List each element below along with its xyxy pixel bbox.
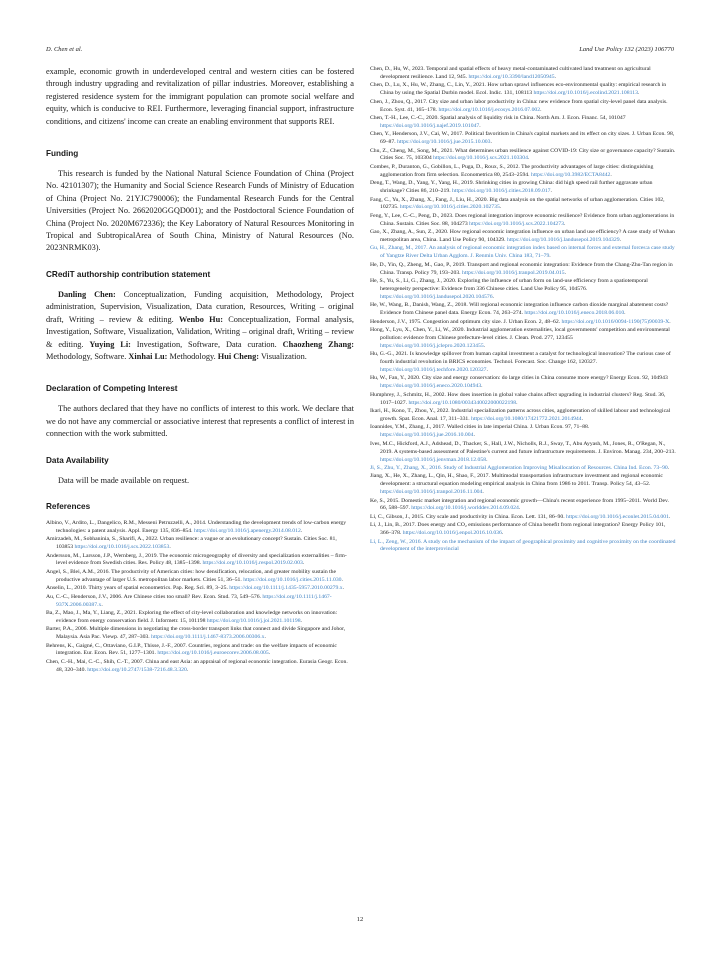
reference-entry [370,197,676,213]
reference-end: . [563,220,566,227]
reference-text: Amirzadeh, M., Sobhaninia, S., Sharifi, A., 2022. Urban resilience: a vague or an evolutionary concept? Sustain. Cities Soc. 81, 103853 [46,536,337,551]
reference-entry [46,553,354,569]
reference-end: . [669,318,671,325]
reference-text: Ba, Z., Mao, J., Ma, Y., Liang, Z., 2021. Exploring the effect of city-level collaboration and knowledge networks on innovation: evidence from energy conservation field. J. Informetr. 15, 101198 [46,609,338,624]
credit-author-name: Xinhai Lu: [128,351,168,361]
reference-end: . [518,505,521,512]
reference-end: . [554,73,557,80]
reference-text: Andersson, M., Larsson, J.P., Wernberg, J., 2019. The economic microgeography of diversity and specialization externalities – firm-level evidence from Swedish cities. Res. Policy 48, 1385–1398. [46,552,347,567]
reference-doi-link[interactable]: https://doi.org/10.1080/0034340022000022198 [408,399,517,406]
intro-paragraph: example, economic growth in underdeveloped central and western cities can be fostered through industry upgrading and revitalization of pillar industries. Moreover, establishing a registered residence system for the immigrant population can promote social welfare and equity, which is conducive to REI. Furthermore, leveraging financial support, infrastructure conditions, and citizens' income can create an enabling environment that supports REI. [46,67,354,126]
reference-end: . [501,530,504,537]
left-column [46,66,354,675]
reference-entry [370,319,676,327]
reference-doi-link[interactable]: https://doi.org/10.1016/j.eneco.2020.104943 [380,383,482,390]
reference-text: Feng, Y., Lee, C.-C., Peng, D., 2023. Does regional integration improve economic resilience? Evidence from urban agglomerations in China. Sustain. Cities Soc. 88, 104273 [370,212,675,227]
reference-end: . [540,106,542,113]
references-heading: References [46,501,91,511]
reference-doi-link[interactable]: https://doi.org/10.1111/j.1467-937X.2006.00387.x [56,593,332,608]
reference-end: . [492,293,494,300]
reference-doi-link[interactable]: Gu, H., Zhang, M., 2017. An analysis of regional economic integration index based on internal forces and external forces:a case study of Yangtze River Delta Urban Agglom. J. Renmin Univ. China 183, 71–79 [370,245,675,260]
credit-author-roles: Methodology, Software. [46,351,129,361]
reference-text: Angel, S., Blei, A.M., 2016. The productivity of American cities: how densification, relocation, and greater mobility sustain the productive advantage of larger U.S. metropolitan labor markets. Cities 51, 36–51. [46,568,337,583]
reference-doi-link[interactable]: https://doi.org/10.1016/j.landusepol.2020.104576 [380,293,493,300]
reference-end: . [479,122,481,129]
reference-entry [46,585,354,593]
reference-end: . [268,650,271,657]
reference-doi-link[interactable]: https://doi.org/10.1016/j.scs.2022.104273 [469,220,564,227]
credit-author-name: Chaozheng Zhang: [282,339,354,349]
reference-text: Deng, T., Wang, D., Yang, Y., Yang, H., 2019. Shrinking cities in growing China: did high speed rail further aggravate urban shrinkage? Cities 86, 210–219. [370,180,653,195]
reference-doi-link[interactable]: https://doi.org/10.1016/j.jenvman.2018.12.058 [380,456,487,463]
reference-doi-link[interactable]: https://doi.org/10.1111/j.1467-8373.2006.00306.x [151,634,265,641]
reference-doi-link[interactable]: https://doi.org/10.1111/j.1435-5957.2010.00279.x [229,585,343,592]
reference-text: Anselin, L., 2010. Thirty years of spatial econometrics. Pap. Reg. Sci. 89, 3–25. [46,585,230,592]
reference-doi-link[interactable]: https://doi.org/10.3390/land12050945 [468,73,555,80]
competing-interest-heading: Declaration of Competing Interest [46,384,178,394]
reference-entry [370,465,676,473]
reference-text: Behrens, K., Gaigné, C., Ottaviano, G.I.P., Thisse, J.-F., 2007. Countries, regions and trade: on the welfare impacts of economic integration. Eur. Econ. Rev. 51, 1277–1301. [46,642,337,657]
reference-doi-link[interactable]: https://doi.org/10.1016/j.worlddev.2014.09.024 [411,505,519,512]
funding-text: This research is funded by the National Natural Science Foundation of China (Project No. 42101307); the Humanity and Social Science Research Funds of Ministry of Education of China (Project No. 21YJC790006); the Fundamental Research Funds for the Central Universities (Project No. 2662020GGQD001); and the Postdoctoral Science Foundation of China (Project No. 2020M672336); the Key Laboratory of Natural Resources Monitoring in Tropical and SubtropicalArea of South China, Ministry of Natural Resources (No. 2023NRMK03). [46,169,354,253]
reference-end: . [486,367,488,374]
credit-statement [46,289,354,363]
reference-entry [370,278,676,302]
reference-entry [370,375,676,391]
funding-heading: Funding [46,149,79,159]
reference-text: He, D., Yin, Q., Zheng, M., Gao, P., 2019. Transport and regional economic integration: Evidence from the Chang-Zhu-Tan region in China. Transp. Policy 79, 193–203. [370,261,673,276]
reference-entry [46,520,354,536]
reference-entry [370,66,676,82]
credit-author-roles: Conceptualization, Funding acquisition, Methodology, Project administration, Supervision, Visualization, Data curation, Resources, Writing – original draft, Writing – review & editing. [46,289,354,324]
reference-entry [370,131,676,147]
credit-author-roles: Investigation, Software, Data curation. [130,339,283,349]
reference-entry [370,514,676,522]
reference-doi-link[interactable]: https://doi.org/10.1016/j.tranpol.2016.11.004 [380,489,483,496]
reference-end: . [483,342,486,349]
reference-entry [370,539,676,555]
reference-entry [370,441,676,465]
reference-end: . [637,90,640,97]
reference-text: Chen, J., Zhou, Q., 2017. City size and urban labor productivity in China: new evidence from spatial city-level panel data analysis. Econ. Syst. 41, 165–178. [370,98,668,113]
reference-doi-link[interactable]: https://doi.org/10.1016/j.cities.2020.102735 [399,204,500,211]
reference-end: . [473,432,475,439]
references-list-left [46,520,354,675]
reference-text: Gao, X., Zhang, A., Sun, Z., 2020. How regional economic integration influence on urban land use efficiency? A case study of Wuhan metropolitan area, China. Land Use Policy 90, 104329. [370,229,675,244]
reference-text: Fang, C., Yu, X., Zhang, X., Fang, J., Liu, H., 2020. Big data analysis on the spatial networks of urban agglomeration. Cities 102, 102735. [370,196,665,211]
reference-end: . [549,253,551,260]
reference-end: . [610,171,612,178]
reference-text: Chu, Z., Cheng, M., Song, M., 2021. What determines urban resilience against COVID-19: City size or governance capacity? Sustain. Cities Soc. 75, 103304 [370,147,676,162]
reference-end: . [668,513,671,520]
reference-entry [46,659,354,675]
credit-author-roles: Methodology. [167,351,218,361]
reference-text: Li, C., Gibson, J., 2015. City scale and productivity in China. Econ. Lett. 131, 86–90. [370,513,567,520]
reference-text: Chen, T.-H., Lee, C.-C., 2020. Spatial analysis of liquidity risk in China. North Am. J. Econ. Financ. 54, 101047 [370,114,626,121]
reference-doi-link[interactable]: Ji, S., Zhu, Y., Zhang, X., 2016. Study of Industrial Agglomeration Improving Misallocation of Resources. China Ind. Econ. 73–90 [370,464,668,471]
reference-doi-link[interactable]: https://doi.org/10.1016/j.econlet.2015.04.001 [566,513,669,520]
reference-text: He, W., Wang, B., Danish, Wang, Z., 2018. Will regional economic integration influence carbon dioxide marginal abatement costs? Evidence from Chinese panel data. Energy Econ. 74, 263–274. [370,302,669,317]
reference-text: Ke, S., 2015. Domestic market integration and regional economic growth—China's recent experience from 1995–2011. World Dev. 66, 588–597. [370,497,669,512]
reference-end: . [101,601,103,608]
reference-doi-link[interactable]: https://doi.org/10.1080/17421772.2021.2014944 [471,415,582,422]
reference-end: . [527,155,530,162]
reference-doi-link[interactable]: https://doi.org/10.2747/1538-7216.48.3.320 [87,666,187,673]
reference-end: . [341,576,343,583]
credit-heading: CRediT authorship contribution statement [46,269,211,279]
reference-entry [370,213,676,229]
reference-text: Ioannides, Y.M., Zhang, J., 2017. Walled cities in late imperial China. J. Urban Econ. 97, 71–88. [370,424,590,431]
reference-doi-link[interactable]: https://doi.org/10.1016/j.tranpol.2019.04.015 [462,269,565,276]
reference-doi-link[interactable]: https://doi.org/10.1016/j.ecolind.2021.108113 [533,90,638,97]
data-availability-heading: Data Availability [46,455,109,465]
reference-entry [370,327,676,351]
reference-entry [370,262,676,278]
reference-text: Chen, D., Hu, W., 2023. Temporal and spatial effects of heavy metal-contaminated cultivated land treatment on agricultural development resilience. Land 12, 945. [370,66,651,80]
reference-doi-link[interactable]: https://doi.org/10.1016/j.landusepol.2019.104329 [507,237,620,244]
reference-end: . [550,188,552,195]
reference-entry [370,408,676,424]
reference-text: Barter, P.A., 2006. Multiple dimensions in negotiating the cross-border transport links that connect and divide Singapore and Johor, Malaysia. Asia Pac. Viewp. 47, 287–303. [46,626,346,641]
reference-doi-link[interactable]: https://doi.org/10.1016/j.cities.2018.09.017 [452,188,551,195]
reference-doi-link[interactable]: Li, L., Zeng, W., 2016. A study on the mechanism of the impact of geographical proximity and cognitive proximity on the coordinated development of the interprovincial [370,538,676,553]
reference-end: . [624,310,626,317]
reference-text: Chen, D., Lu, X., Hu, W., Zhang, C., Lin, Y., 2021. How urban sprawl influences eco-environmental quality: empirical research in China by using the Spatial Durbin model. Ecol. Indic. 131, 108113 [370,82,667,97]
reference-end: . [300,527,303,534]
right-column [370,66,676,555]
reference-entry [370,229,676,245]
reference-doi-link[interactable]: https://doi.org/10.1016/j.ecosys.2016.07.002 [438,106,541,113]
reference-doi-link[interactable]: https://doi.org/10.1016/j.enpol.2016.10.036 [402,530,502,537]
reference-text: Chen, C.-H., Mai, C.-C., Shih, C.-T., 2007. China and east Asia: an appraisal of regional economic integration. Eurasia Geogr. Econ. 48, 320–340. [46,658,348,673]
reference-entry [370,82,676,98]
reference-entry [370,498,676,514]
reference-doi-link[interactable]: https://doi.org/10.1016/j.najef.2019.101047 [380,122,480,129]
reference-doi-link[interactable]: https://doi.org/10.1016/j.scs.2021.103304 [433,155,528,162]
reference-doi-link[interactable]: https://doi.org/10.1016/j.eneco.2018.06.010 [524,310,625,317]
reference-doi-link[interactable]: https://doi.org/10.1016/j.jclepro.2020.123455 [380,342,484,349]
running-header-authors: D. Chen et al. [46,46,83,53]
reference-end: . [186,666,189,673]
reference-doi-link[interactable]: https://doi.org/10.1016/j.euroecorev.2006.08.005 [157,650,269,657]
reference-text: Hu, G.-G., 2021. Is knowledge spillover from human capital investment a catalyst for technological innovation? The curious case of fourth industrial revolution in BRICS economies. Technol. Forecast. Soc. Change 162, 120327. [370,351,671,366]
reference-end: . [619,237,621,244]
reference-entry [370,392,676,408]
data-availability-text: Data will be made available on request. [58,475,190,485]
reference-end: . [490,139,492,146]
reference-text: Henderson, J.V., 1975. Congestion and optimum city size. J. Urban Econ. 2, 48–62. [370,318,562,325]
reference-entry [46,610,354,626]
reference-end: . [302,560,305,567]
reference-entry [370,522,676,538]
reference-text: Albino, V., Ardito, L., Dangelico, R.M., Messeni Petruzzelli, A., 2014. Understanding the development trends of low-carbon energy technologies: a patent analysis. Appl. Energy 135, 836–854. [46,519,347,534]
credit-author-name: Hui Cheng: [217,351,260,361]
credit-author-name: Wenbo Hu: [178,314,223,324]
reference-entry [370,115,676,131]
reference-entry [46,643,354,659]
reference-entry [370,473,676,497]
reference-entry [46,569,354,585]
reference-doi-link[interactable]: https://doi.org/10.1016/j.respol.2019.02.003 [202,560,303,567]
reference-entry [46,536,354,552]
reference-end: . [486,456,488,463]
competing-interest-text: The authors declared that they have no conflicts of interest to this work. We declare that we do not have any commercial or associative interest that represents a conflict of interest in connection with the work submitted. [46,404,354,439]
reference-text: He, S., Yu, S., Li, G., Zhang, J., 2020. Exploring the influence of urban form on land-use efficiency from a spatiotemporal heterogeneity perspective: Evidence from 336 Chinese cities. Land Use Policy 95, 104576. [370,278,648,292]
reference-doi-link[interactable]: https://doi.org/10.1016/0094-1190(75)90039-X [561,318,670,325]
reference-text: Jiang, X., He, X., Zhang, L., Qin, H., Shao, F., 2017. Multimodal transportation infrastructure investment and regional economic development: a structural equation modeling empirical analysis in China from 1986 to 2011. Transp. Policy 54, 43–52. [370,473,663,488]
reference-text: Hong, Y., Lyu, X., Chen, Y., Li, W., 2020. Industrial agglomeration externalities, local governments' competition and environmental pollution: evidence from Chinese prefecture-level cities. J. Clean. Prod. 277, 123455 [370,327,670,341]
reference-entry [370,99,676,115]
credit-author-roles: Conceptualization, Formal analysis, Investigation, Software, Visualization, Validation, Writing – original draft, Writing – review & editing. [46,314,354,349]
reference-doi-link[interactable]: https://doi.org/10.1016/j.joi.2021.101198 [206,617,301,624]
reference-end: . [667,464,670,471]
reference-end: . [264,634,266,641]
reference-end: . [516,399,518,406]
reference-end: . [169,544,171,551]
reference-text: Ikari, H., Kono, T., Zhou, Y., 2022. Industrial specialization patterns across cities, agglomeration of skilled labour and technological growth. Spat. Econ. Anal. 17, 311–331. [370,408,671,422]
reference-text: Li, J., Lin, B., 2017. Does energy and CO₂ emissions performance of China benefit from regional integration? Energy Policy 101, 366–378. [370,522,666,537]
reference-end: . [300,617,302,624]
reference-entry [370,245,676,261]
reference-entry [370,148,676,164]
reference-doi-link[interactable]: https://doi.org/10.1016/j.jue.2015.10.003 [397,139,491,146]
reference-text: Combes, P., Duranton, G., Gobillon, L., Puga, D., Roux, S., 2012. The productivity advantages of large cities: distinguishing agglomeration from firm selection. Econometrica 80, 2543–2594. [370,163,654,178]
reference-end: . [342,585,345,592]
reference-entry [46,626,354,642]
reference-doi-link[interactable]: https://doi.org/10.1016/j.apenergy.2014.08.012 [193,527,301,534]
page-number: 12 [356,916,364,923]
credit-author-roles: Visualization. [259,351,307,361]
reference-doi-link[interactable]: https://doi.org/10.1016/j.scs.2022.103853 [74,544,170,551]
references-list-right [370,66,676,554]
reference-doi-link[interactable]: https://doi.org/10.1016/j.techfore.2020.120327 [380,367,487,374]
reference-text: Chen, Y., Henderson, J.V., Cai, W., 2017. Political favoritism in China's capital markets and its effect on city sizes. J. Urban Econ. 98, 69–87. [370,131,675,146]
reference-entry [370,302,676,318]
credit-author-name: Yuying Li: [89,339,131,349]
reference-entry [370,180,676,196]
reference-end: . [564,269,567,276]
reference-entry [370,424,676,440]
reference-text: Hu, W., Fan, Y., 2020. City size and energy conservation: do large cities in China consume more energy? Energy Econ. 92, 104943 [370,375,668,382]
reference-end: . [499,204,502,211]
reference-end: . [482,489,484,496]
reference-doi-link[interactable]: https://doi.org/10.1016/j.jue.2016.10.004 [380,432,474,439]
reference-text: Au, C.-C., Henderson, J.V., 2006. Are Chinese cities too small? Rev. Econ. Stud. 73, 549–576. [46,593,263,600]
reference-entry [370,164,676,180]
credit-author-name: Danling Chen: [58,289,116,299]
reference-end: . [581,415,584,422]
reference-entry [370,351,676,375]
reference-text: Ives, M.C., Hickford, A.J., Adshead, D., Thacker, S., Hall, J.W., Nicholls, R.J., Sway, T., Abu Ayyash, M., Jones, R., O'Regan, N., 2019. A systems-based assessment of Palestine's current and future infrastructure requirements. J. Environ. Manag. 234, 200–213. [370,440,676,455]
reference-text: Humphrey, J., Schmitz, H., 2002. How does insertion in global value chains affect upgrading in industrial clusters? Reg. Stud. 36, 1017–1027. [370,391,666,406]
reference-entry [46,594,354,610]
reference-doi-link[interactable]: https://doi.org/10.1016/j.cities.2015.11.030 [243,576,342,583]
reference-doi-link[interactable]: https://doi.org/10.3982/ECTA8442 [531,171,611,178]
reference-end: . [481,383,483,390]
running-header-journal: Land Use Policy 132 (2023) 106770 [579,46,674,53]
